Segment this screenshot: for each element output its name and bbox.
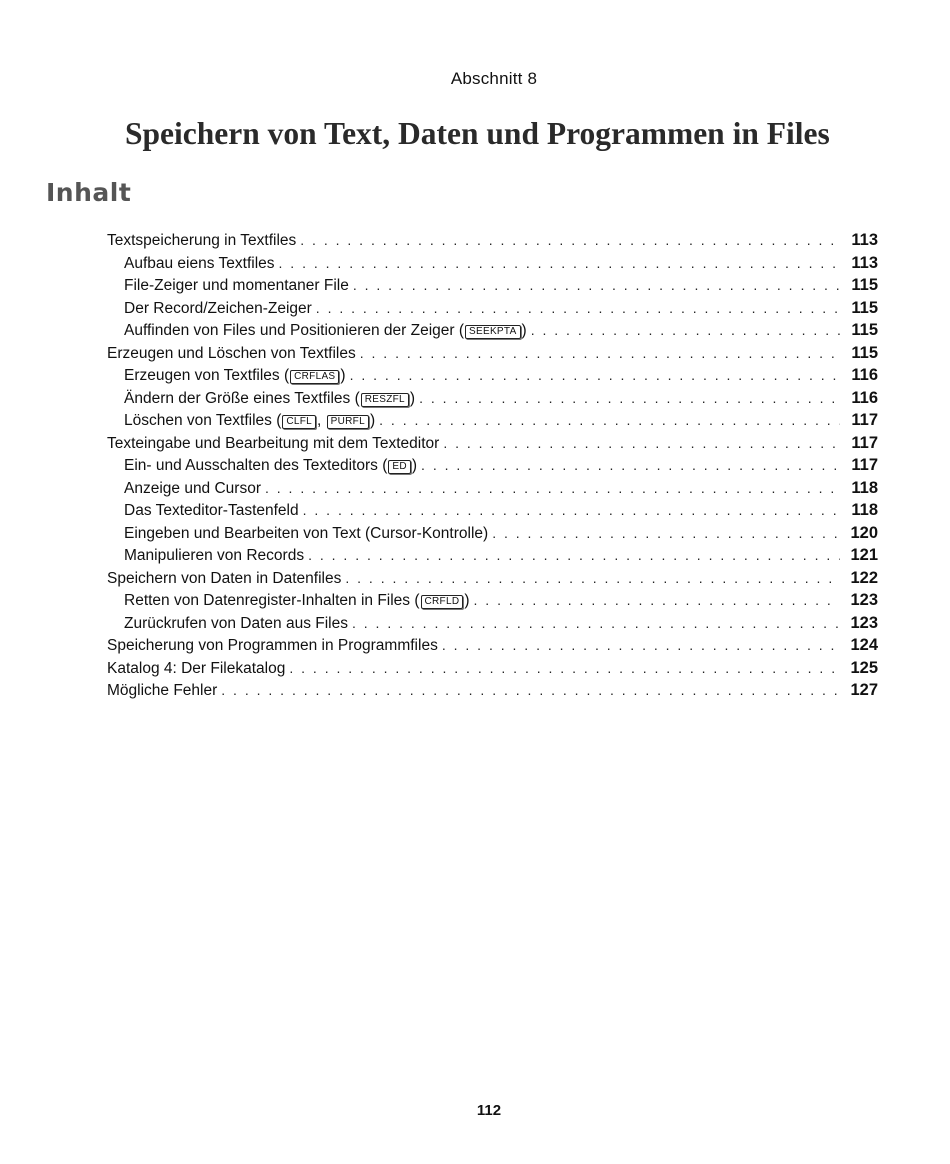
- toc-subentry: [107, 364, 878, 387]
- toc-entry-title: [124, 388, 415, 411]
- toc-entry: [107, 229, 878, 252]
- toc-entry-text: Textspeicherung in Textfiles: [107, 232, 297, 249]
- toc-subentry: [107, 387, 878, 410]
- toc-entry-text: Retten von Datenregister-Inhalten in Files (: [124, 592, 420, 609]
- toc-page-number: 125: [850, 658, 878, 677]
- toc-entry-title: [107, 230, 296, 253]
- dot-leader: [289, 657, 840, 680]
- toc-entry: [107, 432, 878, 455]
- dot-leader: [350, 364, 840, 387]
- dot-leader: [345, 567, 840, 590]
- toc-page-number: 120: [850, 523, 878, 542]
- toc-page-number: 123: [850, 613, 878, 632]
- toc-entry-text: Anzeige und Cursor: [124, 479, 261, 497]
- toc-entry-title: [124, 320, 527, 343]
- toc-page-number: 115: [851, 343, 878, 362]
- toc-entry-text: Ändern der Größe eines Textfiles (: [124, 389, 360, 407]
- toc-entry-text: Mögliche Fehler: [107, 682, 218, 699]
- toc-entry-title: [124, 298, 312, 321]
- dot-leader: [531, 319, 840, 342]
- toc-subentry: [107, 454, 878, 477]
- toc-entry-text-closing: ): [369, 412, 376, 429]
- toc-entry-title: [107, 635, 438, 658]
- toc-entry-text: Texteingabe und Bearbeitung mit dem Texteditor: [107, 434, 440, 452]
- toc-page-number: 115: [851, 298, 878, 317]
- toc-page-number: 118: [851, 478, 878, 497]
- toc-entry-text: Zurückrufen von Daten aus Files: [124, 614, 348, 632]
- dot-leader: [492, 522, 840, 545]
- toc-subentry: [107, 319, 878, 342]
- toc-subentry: [107, 409, 878, 432]
- toc-page-number: 117: [851, 456, 878, 474]
- toc-entry-text: Speicherung von Programmen in Programmfiles: [107, 637, 438, 654]
- toc-entry-title: [124, 455, 417, 478]
- toc-entry-title: [107, 433, 439, 456]
- toc-entry-text: Aufbau eiens Textfiles: [124, 254, 275, 272]
- toc-subentry: [107, 544, 878, 567]
- toc-entry-text-closing: ): [411, 457, 418, 474]
- toc-page-number: 127: [850, 681, 878, 699]
- toc-subentry: [107, 612, 878, 635]
- toc-entry-text: Katalog 4: Der Filekatalog: [107, 659, 286, 677]
- dot-leader: [303, 499, 840, 522]
- toc-entry-title: Löschen von Textfiles ( CLFL , PURFL ): [124, 410, 375, 433]
- dot-leader: [419, 387, 840, 410]
- dot-leader: [265, 477, 840, 500]
- dot-leader: [421, 454, 840, 477]
- toc-subentry: [107, 589, 878, 612]
- toc-entry: [107, 679, 878, 702]
- dot-leader: [316, 297, 840, 320]
- key-cap: ED: [388, 460, 411, 474]
- toc-page-number: 122: [850, 568, 878, 587]
- section-label: Abschnitt 8: [450, 69, 538, 88]
- toc-entry-text-closing: ): [521, 322, 527, 339]
- chapter-title: Speichern von Text, Daten und Programmen in Files: [125, 116, 830, 151]
- toc-subentry: [107, 252, 878, 275]
- toc-page-number: 118: [851, 501, 878, 519]
- dot-leader: [443, 432, 840, 455]
- key-cap: CLFL: [282, 415, 316, 429]
- toc-subentry: [107, 522, 878, 545]
- toc-page-number: 115: [851, 276, 878, 294]
- toc-page-number: 121: [850, 546, 878, 564]
- toc-entry-title: [124, 500, 299, 523]
- toc-subentry: [107, 297, 878, 320]
- toc-subentry: [107, 274, 878, 297]
- key-cap: CRFLD: [421, 595, 464, 609]
- toc-entry-title: [107, 680, 217, 703]
- toc-entry-title: [124, 613, 348, 636]
- toc-page-number: 117: [851, 433, 878, 452]
- toc-entry-text: Der Record/Zeichen-Zeiger: [124, 299, 312, 317]
- toc-entry: [107, 567, 878, 590]
- toc-page-number: 116: [851, 366, 878, 384]
- toc-entry: [107, 634, 878, 657]
- toc-entry-text-closing: ): [340, 367, 346, 384]
- toc-page-number: 113: [851, 253, 878, 272]
- toc-page-number: 124: [850, 636, 878, 654]
- toc-entry-text: Löschen von Textfiles (: [124, 412, 282, 429]
- toc-entry-text: Manipulieren von Records: [124, 547, 305, 564]
- toc-entry-text: Erzeugen von Textfiles (: [124, 367, 290, 384]
- dot-leader: [221, 679, 840, 702]
- toc-entry-title: [124, 523, 488, 546]
- toc-entry-title: [124, 478, 261, 501]
- toc-entry-text: File-Zeiger und momentaner File: [124, 277, 349, 294]
- toc-entry-text: Erzeugen und Löschen von Textfiles: [107, 344, 356, 362]
- contents-heading: Inhalt: [46, 178, 132, 207]
- toc-page-number: 117: [851, 411, 878, 429]
- toc-entry-title: [124, 275, 349, 298]
- dot-leader: [279, 252, 840, 275]
- dot-leader: [353, 274, 840, 297]
- toc-entry-title: [107, 343, 356, 366]
- toc-entry-title: [107, 658, 285, 681]
- dot-leader: [379, 409, 840, 432]
- toc-entry-title: [124, 253, 275, 276]
- toc-entry-text-closing: ): [409, 389, 416, 407]
- key-cap: PURFL: [327, 415, 369, 429]
- toc-entry-text-closing: ): [464, 592, 470, 609]
- dot-leader: [300, 229, 840, 252]
- toc-entry-text: Speichern von Daten in Datenfiles: [107, 569, 342, 587]
- dot-leader: [360, 342, 840, 365]
- toc-entry-title: [107, 568, 341, 591]
- dot-leader: [474, 589, 840, 612]
- toc-entry-title: [124, 365, 346, 388]
- key-cap: CRFLAS: [290, 370, 339, 384]
- page-number: 112: [476, 1102, 502, 1119]
- dot-leader: [308, 544, 840, 567]
- toc-entry-title: [124, 545, 304, 568]
- toc-page-number: 116: [851, 388, 878, 407]
- toc-subentry: [107, 477, 878, 500]
- toc-page-number: 123: [850, 591, 878, 609]
- toc-entry-text: Ein- und Ausschalten des Texteditors (: [124, 457, 388, 474]
- table-of-contents: [107, 229, 878, 702]
- toc-entry: [107, 657, 878, 680]
- dot-leader: [352, 612, 840, 635]
- toc-page-number: 113: [851, 231, 878, 249]
- toc-entry-text: Das Texteditor-Tastenfeld: [124, 502, 299, 519]
- dot-leader: [442, 634, 840, 657]
- toc-page-number: 115: [851, 321, 878, 339]
- key-cap: RESZFL: [361, 393, 409, 407]
- toc-entry: [107, 342, 878, 365]
- toc-entry-text: Auffinden von Files und Positionieren der Zeiger (: [124, 322, 465, 339]
- toc-entry-title: [124, 590, 470, 613]
- key-cap: SEEKPTA: [465, 325, 521, 339]
- toc-subentry: [107, 499, 878, 522]
- toc-entry-text: Eingeben und Bearbeiten von Text (Cursor-Kontrolle): [124, 524, 489, 542]
